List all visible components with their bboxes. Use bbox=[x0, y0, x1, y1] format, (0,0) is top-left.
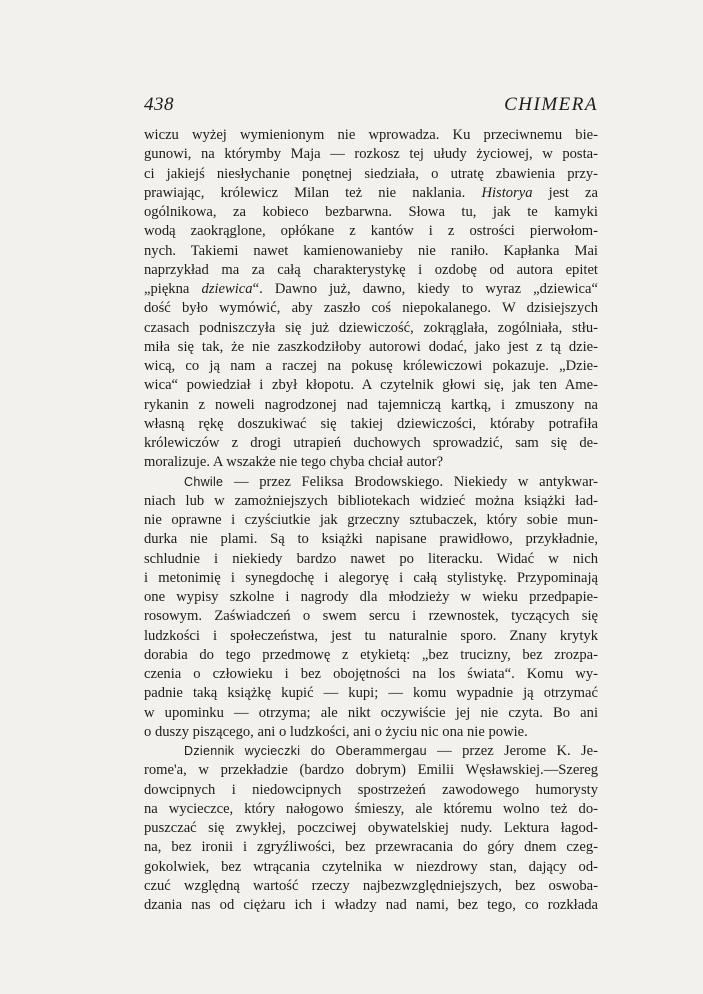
text-line bbox=[144, 184, 598, 203]
text-line: durka nie plami. Są to książki napisane prawidłowo, przykładnie, bbox=[144, 531, 598, 548]
body-text bbox=[144, 126, 598, 915]
text-line: naprzykład ma za całą charakterystykę i ozdobę od autora epitet bbox=[144, 261, 598, 278]
text-line: na, bez ironii i zgryźliwości, bez przewracania do góry dnem czeg- bbox=[144, 839, 598, 856]
text-line: gunowi, na którymby Maja — rozkosz tej ułudy życiowej, w posta- bbox=[144, 146, 598, 163]
book-title: Dziennik wycieczki do Oberammergau bbox=[184, 744, 427, 758]
text-line: w upominku — otrzyma; ale nikt oczywiście jej nie czyta. Bo ani bbox=[144, 704, 598, 721]
text-line: ludzkości i społeczeństwa, jest tu naturalnie sporo. Znany krytyk bbox=[144, 627, 598, 644]
text-line bbox=[144, 473, 598, 492]
text-line: dość było wymówić, aby zaszło coś niepokalanego. W dzisiejszych bbox=[144, 300, 598, 317]
text-line: dowcipnych i niedowcipnych spostrzeżeń zawodowego humorysty bbox=[144, 781, 598, 798]
text-line: o duszy piszącego, ani o ludzkości, ani o życiu nic ona nie powie. bbox=[144, 723, 528, 740]
text-line: puszczać się zwykłej, poczciwej obywatelskiej nudy. Lektura łagod- bbox=[144, 820, 598, 836]
paragraph-1 bbox=[144, 126, 598, 473]
page-number: 438 bbox=[144, 94, 174, 115]
paragraph-2 bbox=[144, 473, 598, 743]
italic-word: dziewica bbox=[201, 281, 253, 297]
text-line: rykanin z noweli nagrodzonej nad tajemniczą kartką, i zmuszony na bbox=[144, 396, 598, 413]
text-line bbox=[144, 742, 598, 761]
text-run: “. Dawno już, dawno, kiedy to wyraz „dziewica“ bbox=[252, 281, 598, 297]
text-line: rome'a, w przekładzie (bardzo dobrym) Emilii Węsławskiej.—Szereg bbox=[144, 762, 598, 779]
text-line: one wypisy szkolne i nagrody dla młodzieży w wieku przedpapie- bbox=[144, 589, 598, 605]
text-line: czasach podniszczyła się już dziewiczość, zokrąglała, zogólniała, stłu- bbox=[144, 319, 598, 336]
text-line: gokolwiek, bez wtrącania czytelnika w niezdrowy stan, dający od- bbox=[144, 858, 598, 875]
text-line: czenia o człowieku i bez obojętności na los świata“. Komu wy- bbox=[144, 666, 598, 682]
text-line: dorabia do tego przedmowę z etykietą: „bez trucizny, bez zrozpa- bbox=[144, 646, 598, 663]
text-line: wiczu wyżej wymienionym nie wprowadza. Ku przeciwnemu bie- bbox=[144, 127, 598, 143]
text-line: wica“ powiedział i zbył kłopotu. A czytelnik głowi się, jak ten Ame- bbox=[144, 377, 598, 394]
text-run: — przez Feliksa Brodowskiego. Niekiedy w antykwar- bbox=[233, 473, 598, 490]
text-run: — przez Jerome K. Je- bbox=[437, 743, 598, 759]
text-line: i metonimię i synegdochę i alegoryę i całą stylistykę. Przypominają bbox=[144, 569, 598, 586]
text-line: miła się tak, że nie zaszkodziłoby autorowi dodać, jako jest z tą dzie- bbox=[144, 338, 598, 355]
text-line: padnie taką książkę kupić — kupi; — komu wypadnie ją otrzymać bbox=[144, 685, 598, 702]
running-title: CHIMERA bbox=[504, 94, 598, 115]
text-run: „piękna bbox=[144, 281, 190, 297]
text-line: rosowym. Zaświadczeń o swem sercu i rzewnostek, tyczących się bbox=[144, 608, 598, 625]
text-run: prawiając, królewicz Milan też nie naklania. bbox=[144, 184, 466, 201]
text-line: nie oprawne i czyściutkie jak grzeczny sztubaczek, który sobie mun- bbox=[144, 512, 598, 528]
page-header bbox=[144, 94, 598, 118]
text-line: dzania nas od ciężaru ich i władzy nad nami, bez tego, co rozkłada bbox=[144, 897, 598, 913]
text-line: moralizuje. A wszakże nie tego chyba chciał autor? bbox=[144, 454, 444, 471]
paragraph-3 bbox=[144, 742, 598, 915]
text-line: niach lub w zamożniejszych bibliotekach widzieć można książki ład- bbox=[144, 492, 598, 509]
text-line: nych. Takiemi nawet kamienowanieby nie raniło. Kapłanka Mai bbox=[144, 242, 598, 259]
text-line: czuć względną wartość rzeczy najbezwzględniejszych, bez oswoba- bbox=[144, 877, 598, 894]
text-line: królewiczów z drogi utrapień duchowych sprowadzić, sam się de- bbox=[144, 435, 598, 451]
text-line: wicą, co ją nam a raczej na pokusę królewiczowi pokazuje. „Dzie- bbox=[144, 358, 598, 374]
text-line: ogólnikowa, za kobieco bezbarwna. Słowa tu, jak te kamyki bbox=[144, 204, 598, 220]
text-line: wodą zaokrąglone, opłókane z kantów i z ostrości pierwołom- bbox=[144, 223, 598, 240]
text-line: ci jakiejś niesłychanie ponętnej siedziała, o utratę zbawienia przy- bbox=[144, 165, 598, 182]
text-line: schludnie i niekiedy bardzo nawet po literacku. Widać w nich bbox=[144, 550, 598, 567]
book-title: Chwile bbox=[184, 474, 224, 489]
text-line: na wycieczce, który nałogowo śmieszy, ale któremu wolno też do- bbox=[144, 800, 598, 817]
text-run: jest za bbox=[548, 184, 598, 201]
italic-title: Historya bbox=[481, 184, 533, 201]
text-line: własną rękę doszukiwać się takiej dziewiczości, któraby potrafiła bbox=[144, 415, 598, 432]
text-line bbox=[144, 280, 598, 299]
